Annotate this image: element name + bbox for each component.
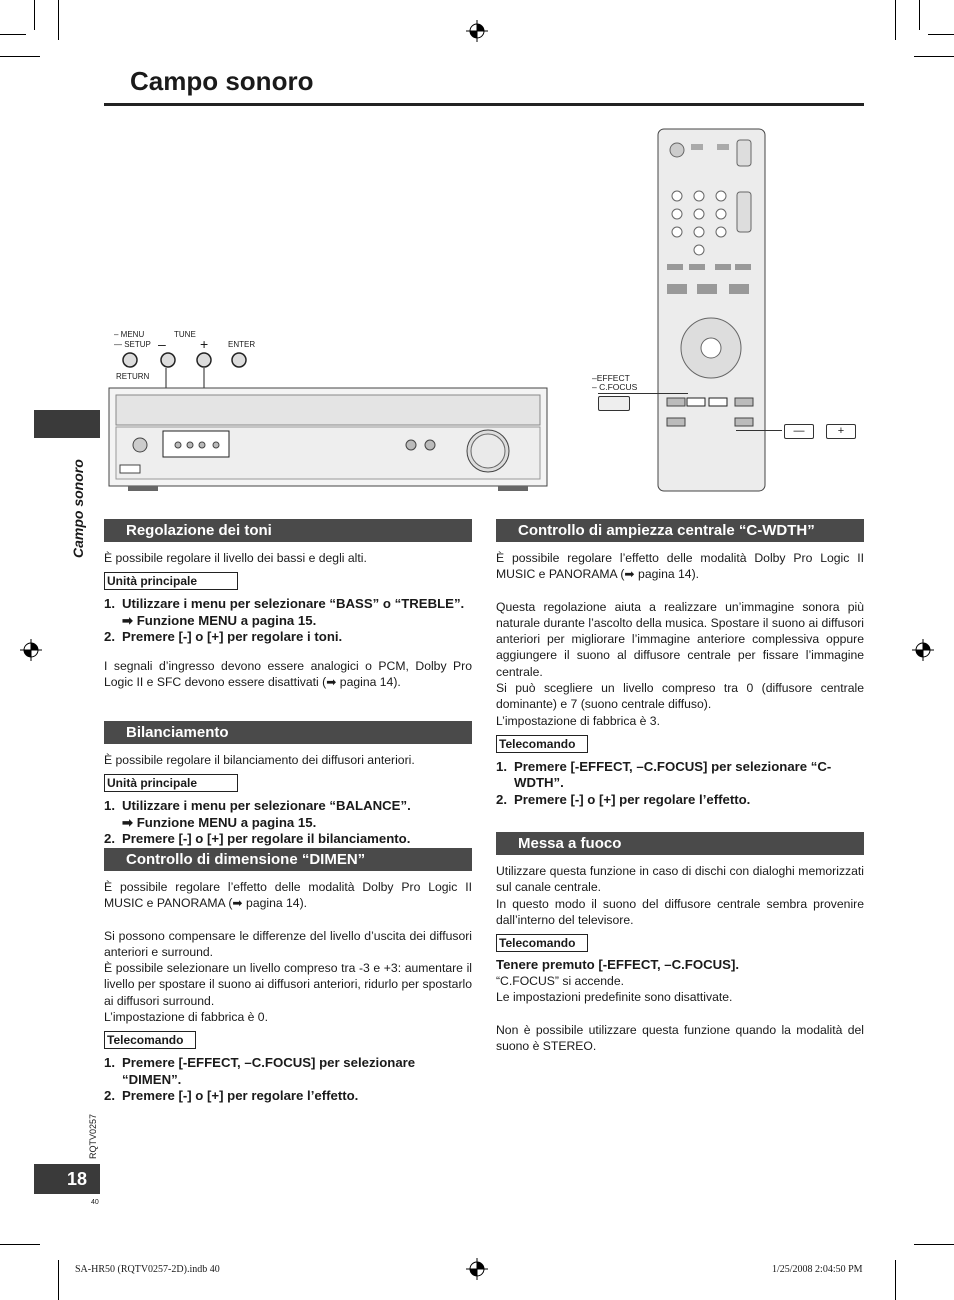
unit-tag: Telecomando [104, 1031, 196, 1049]
section-heading: Bilanciamento [104, 721, 472, 744]
registration-mark-icon [912, 639, 934, 661]
doc-code [88, 1105, 104, 1165]
tone-section [104, 519, 472, 690]
step-number: 1. [104, 596, 115, 612]
step-text: Premere [-] o [+] per regolare il bilanciamento. [122, 831, 411, 847]
step-text: ➡ Funzione MENU a pagina 15. [122, 814, 317, 830]
step-item [496, 759, 864, 792]
effect-callout-label [592, 374, 637, 392]
crop-mark [34, 0, 35, 30]
step-text: Premere [-] o [+] per regolare i toni. [122, 629, 343, 645]
section-intro: È possibile regolare l’effetto delle modalità Dolby Pro Logic II MUSIC e PANORAMA (➡ pagina 14). [496, 551, 864, 582]
section-paragraph: Si può scegliere un livello compreso tra 0 (diffusore centrale dominante) e 7 (suono centrale diffuso). [496, 681, 864, 712]
registration-mark-icon [20, 639, 42, 661]
focus-action: Tenere premuto [-EFFECT, –C.FOCUS]. [496, 957, 740, 973]
section-intro: È possibile regolare il bilanciamento dei diffusori anteriori. [104, 753, 415, 767]
step-number: 2. [104, 629, 115, 645]
step-number: 1. [104, 1055, 115, 1071]
tune-label: TUNE [174, 330, 196, 339]
crop-mark [895, 1260, 896, 1300]
crop-mark [58, 1260, 59, 1300]
side-section-label [60, 448, 100, 568]
steps-list [104, 1055, 472, 1105]
step-item [104, 613, 472, 630]
section-paragraph: Le impostazioni predefinite sono disattivate. [496, 990, 733, 1005]
section-heading: Regolazione dei toni [104, 519, 472, 542]
unit-tag: Telecomando [496, 735, 588, 753]
step-item [104, 815, 472, 832]
callout-line [598, 393, 688, 394]
step-item [104, 798, 472, 815]
cwdth-section [496, 519, 864, 808]
page-number: 18 [66, 1169, 88, 1189]
side-tab [34, 410, 100, 438]
return-label: RETURN [116, 372, 150, 381]
crop-mark [914, 1244, 954, 1245]
step-number: 2. [496, 791, 507, 807]
step-item [104, 629, 472, 646]
footer-date: 1/25/2008 2:04:50 PM [772, 1264, 863, 1275]
step-item [104, 1088, 472, 1105]
registration-mark-icon [466, 20, 488, 42]
small-page-number: 40 [91, 1199, 99, 1206]
section-paragraph: Si possono compensare le differenze del livello d’uscita dei diffusori anteriori e surround. [104, 928, 472, 959]
step-text: Premere [-EFFECT, –C.FOCUS] per selezionare “C-WDTH”. [514, 758, 832, 791]
tune-plus-label: + [200, 336, 209, 352]
section-heading: Messa a fuoco [496, 832, 864, 855]
balance-section [104, 721, 472, 848]
step-text: ➡ Funzione MENU a pagina 15. [122, 612, 317, 628]
crop-mark [919, 0, 920, 30]
title-rule [104, 103, 864, 106]
enter-label: ENTER [228, 340, 256, 349]
crop-mark [0, 56, 40, 57]
section-paragraph: È possibile selezionare un livello compreso tra -3 e +3: aumentare il livello per spostare il suono ai diffusori anteriori, ridurlo per spostarlo ai diffusori surround. [104, 961, 472, 1008]
section-paragraph: Questa regolazione aiuta a realizzare un’immagine sonora più naturale durante l’ascolto della musica. Spostare il suono ai diffusori anteriori per migliorare l’immagine anteriore complessiva oppure aggiungere il suono al diffusore centrale per fissare l’immagine centrale. [496, 599, 864, 679]
page-number-box [34, 1164, 100, 1194]
remote-control-illustration [657, 128, 766, 494]
step-number: 2. [104, 831, 115, 847]
minus-callout-button [784, 424, 814, 439]
section-paragraph: L’impostazione di fabbrica è 3. [496, 713, 660, 728]
focus-section [496, 832, 864, 1054]
crop-mark [895, 0, 896, 40]
plus-callout-button [826, 424, 856, 439]
step-number: 1. [496, 758, 507, 774]
unit-tag: Unità principale [104, 774, 238, 792]
step-number: 1. [104, 798, 115, 814]
step-text: Utilizzare i menu per selezionare “BALANCE”. [122, 798, 411, 814]
section-paragraph: Utilizzare questa funzione in caso di dischi con dialoghi memorizzati sul canale centrale. [496, 864, 864, 895]
step-item [104, 596, 472, 613]
effect-callout-button [598, 396, 630, 411]
steps-list [496, 759, 864, 809]
section-heading: Controllo di dimensione “DIMEN” [104, 848, 472, 871]
dimen-section [104, 848, 472, 1105]
section-intro: È possibile regolare l’effetto delle modalità Dolby Pro Logic II MUSIC e PANORAMA (➡ pagina 14). [104, 880, 472, 911]
section-paragraph: In questo modo il suono del diffusore centrale sembra provenire dall’interno del televisore. [496, 896, 864, 927]
step-text: Premere [-EFFECT, –C.FOCUS] per selezionare “DIMEN”. [122, 1055, 416, 1087]
minus-callout-text: — [793, 425, 805, 437]
section-heading: Controllo di ampiezza centrale “C-WDTH” [496, 519, 864, 542]
setup-label: — SETUP [114, 340, 151, 349]
step-item [104, 831, 472, 848]
effect-label: –EFFECT [592, 373, 630, 383]
crop-mark [928, 34, 954, 35]
plus-callout-text: + [837, 425, 845, 437]
steps-list [104, 596, 472, 646]
section-note: I segnali d’ingresso devono essere analogici o PCM, Dolby Pro Logic II e SFC devono essere disattivati (➡ pagina 14). [104, 658, 472, 690]
step-number: 2. [104, 1088, 115, 1104]
step-item [104, 1055, 472, 1088]
registration-mark-icon [466, 1258, 488, 1280]
doc-code-text: RQTV0257 [88, 1113, 98, 1159]
unit-tag: Unità principale [104, 572, 238, 590]
section-paragraph: “C.FOCUS” si accende. [496, 974, 624, 989]
cfocus-label: – C.FOCUS [592, 382, 638, 392]
section-intro: È possibile regolare il livello dei bassi e degli alti. [104, 551, 367, 565]
step-item [496, 792, 864, 809]
steps-list [104, 798, 472, 848]
crop-mark [0, 1244, 40, 1245]
crop-mark [58, 0, 59, 40]
footer-file: SA-HR50 (RQTV0257-2D).indb 40 [75, 1264, 220, 1275]
section-paragraph: L’impostazione di fabbrica è 0. [104, 1010, 268, 1025]
side-section-text: Campo sonoro [70, 459, 86, 558]
step-text: Utilizzare i menu per selezionare “BASS” o “TREBLE”. [122, 596, 465, 612]
tune-minus-label: – [158, 336, 166, 352]
menu-label: – MENU [114, 330, 145, 339]
callout-line [736, 430, 782, 431]
crop-mark [0, 34, 26, 35]
page-title: Campo sonoro [130, 66, 314, 96]
step-text: Premere [-] o [+] per regolare l’effetto. [122, 1088, 359, 1104]
unit-tag: Telecomando [496, 934, 588, 952]
step-text: Premere [-] o [+] per regolare l’effetto. [514, 791, 751, 807]
receiver-illustration [108, 387, 548, 491]
section-paragraph: Non è possibile utilizzare questa funzione quando la modalità del suono è STEREO. [496, 1022, 864, 1054]
crop-mark [914, 56, 954, 57]
